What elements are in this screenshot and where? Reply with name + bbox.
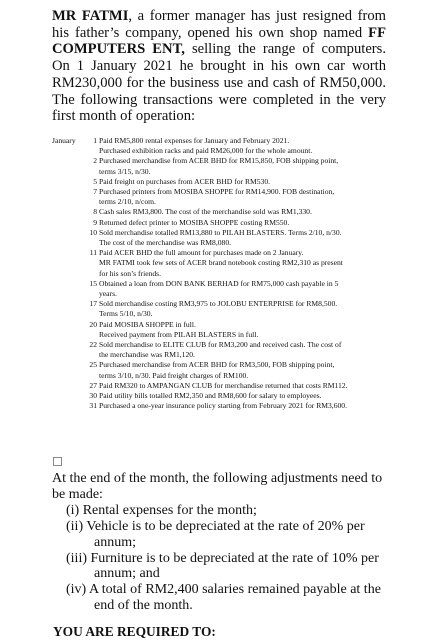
- intro-text-2: selling the range of computers. On 1 January 2021 he brought in his own car worth RM230,000 for the business use and cash of RM50,000. The following transactions were completed in the very first month of operation:: [52, 41, 386, 125]
- transaction-day: 17: [89, 299, 97, 309]
- transaction-day: [88, 371, 99, 381]
- transaction-day: 31: [89, 401, 97, 411]
- transaction-month: [52, 248, 88, 258]
- transaction-line: [52, 258, 392, 268]
- transaction-day: [88, 289, 99, 299]
- transaction-text: Paid ACER BHD the full amount for purchases made on 2 January.: [99, 248, 304, 258]
- transaction-month: [52, 156, 88, 166]
- required-heading: YOU ARE REQUIRED TO:: [53, 624, 216, 639]
- adjustments-section: [52, 471, 392, 614]
- transaction-month: [52, 228, 88, 238]
- transaction-month: [52, 330, 88, 340]
- transaction-month: [52, 197, 88, 207]
- transaction-month: January: [52, 136, 76, 145]
- transaction-text: Paid freight on purchases from ACER BHD for RM530.: [99, 176, 271, 186]
- transaction-day: [88, 350, 99, 360]
- transaction-line: [52, 401, 392, 411]
- transaction-month: [52, 269, 88, 279]
- adjustment-line: annum;: [94, 534, 136, 550]
- transaction-day: 7: [93, 187, 97, 197]
- transaction-line: [52, 218, 392, 228]
- shop-name: FF COMPUTERS ENT,: [52, 24, 386, 58]
- adjustment-line: (ii) Vehicle is to be depreciated at the rate of 20% per: [66, 518, 365, 534]
- intro-paragraph: [52, 8, 386, 125]
- transaction-day: 2: [93, 156, 97, 166]
- transaction-month: [52, 187, 88, 197]
- transaction-month: [52, 320, 88, 330]
- transaction-day: 1: [93, 136, 97, 145]
- adjustments-heading: At the end of the month, the following adjustments need to be made:: [52, 471, 383, 502]
- transaction-month: [52, 167, 88, 177]
- transaction-line: [52, 340, 392, 350]
- transaction-month: [52, 207, 88, 217]
- transaction-line: [52, 197, 392, 207]
- transaction-day: [88, 167, 99, 177]
- transaction-line: [52, 269, 392, 279]
- transaction-text: The cost of the merchandise was RM8,080.: [99, 238, 232, 248]
- transaction-text: for his son’s friends.: [99, 268, 162, 278]
- transaction-line: [52, 207, 392, 217]
- transaction-line: [52, 360, 392, 370]
- transaction-month: [52, 309, 88, 319]
- transaction-text: Returned defect printer to MOSIBA SHOPPE costing RM550.: [99, 217, 290, 227]
- adjustment-line: end of the month.: [94, 598, 193, 614]
- transaction-line: [52, 156, 392, 166]
- transaction-month: [52, 289, 88, 299]
- adjustment-item: [52, 551, 392, 583]
- transaction-text: Purchased exhibition racks and paid RM26,000 for the whole amount.: [99, 146, 313, 156]
- transaction-month: [52, 218, 88, 228]
- transaction-day: 9: [93, 217, 97, 227]
- owner-name: MR FATMI: [52, 8, 129, 24]
- transaction-month: [52, 360, 88, 370]
- transaction-text: Paid RM320 to AMPANGAN CLUB for merchandise returned that costs RM112.: [99, 380, 348, 390]
- transaction-month: [52, 146, 88, 156]
- adjustment-line: annum; and: [94, 566, 160, 582]
- transaction-day: 5: [93, 176, 97, 186]
- intro-text-1: , a former manager has just resigned from his father’s company, opened his own shop named: [52, 8, 386, 41]
- transaction-text: MR FATMI took few sets of ACER brand notebook costing RM2,310 as present: [99, 258, 343, 268]
- transaction-line: [52, 167, 392, 177]
- adjustments-list: [52, 503, 392, 614]
- transaction-line: [52, 350, 392, 360]
- transaction-line: [52, 136, 392, 146]
- transaction-text: Purchased a one-year insurance policy starting from February 2021 for RM3,600.: [99, 401, 347, 411]
- adjustment-item: [52, 503, 392, 519]
- transaction-line: [52, 289, 392, 299]
- transaction-text: years.: [99, 289, 117, 299]
- transaction-day: 20: [89, 319, 97, 329]
- transaction-text: Purchased printers from MOSIBA SHOPPE for RM14,900. FOB destination,: [99, 187, 335, 197]
- transaction-text: terms 2/10, n/com.: [99, 197, 156, 207]
- transaction-day: 22: [89, 340, 97, 350]
- transaction-text: Cash sales RM3,800. The cost of the merchandise sold was RM1,330.: [99, 207, 312, 217]
- transaction-text: Sold merchandise to ELITE CLUB for RM3,200 and received cash. The cost of: [99, 340, 342, 350]
- transaction-day: 15: [89, 278, 97, 288]
- transaction-text: the merchandise was RM1,120.: [99, 350, 195, 360]
- transaction-text: Paid MOSIBA SHOPPE in full.: [99, 319, 196, 329]
- transaction-text: Sold merchandise totalled RM13,880 to PILAH BLASTERS. Terms 2/10, n/30.: [99, 227, 342, 237]
- transaction-text: Obtained a loan from DON BANK BERHAD for RM75,000 cash payable in 5: [99, 278, 339, 288]
- adjustment-item: [52, 582, 392, 614]
- transaction-text: Purchased merchandise from ACER BHD for RM3,500, FOB shipping point,: [99, 360, 335, 370]
- transaction-text: Received payment from PILAH BLASTERS in full.: [99, 329, 259, 339]
- transaction-month: [52, 371, 88, 381]
- transaction-line: [52, 146, 392, 156]
- transaction-line: [52, 279, 392, 289]
- transaction-month: [52, 340, 88, 350]
- transaction-line: [52, 371, 392, 381]
- transaction-day: 10: [89, 227, 97, 237]
- transaction-month: [52, 299, 88, 309]
- transaction-text: terms 3/15, n/30.: [99, 166, 151, 176]
- transaction-month: [52, 381, 88, 391]
- transaction-month: [52, 177, 88, 187]
- transaction-day: [88, 238, 99, 248]
- transactions-list: [52, 136, 392, 411]
- transaction-line: [52, 309, 392, 319]
- checkbox-icon[interactable]: [53, 457, 62, 466]
- transaction-month: [52, 238, 88, 248]
- transaction-text: Paid RM5,800 rental expenses for January and February 2021.: [99, 136, 290, 145]
- transaction-day: [88, 330, 99, 340]
- transaction-text: Purchased merchandise from ACER BHD for RM15,850, FOB shipping point,: [99, 156, 339, 166]
- adjustment-line: (iii) Furniture is to be depreciated at the rate of 10% per: [66, 550, 379, 566]
- transaction-day: 8: [93, 207, 97, 217]
- transaction-text: terms 3/10, n/30. Paid freight charges of RM100.: [99, 370, 249, 380]
- transaction-line: [52, 177, 392, 187]
- transaction-day: [88, 146, 99, 156]
- transaction-day: [88, 269, 99, 279]
- adjustment-item: [52, 519, 392, 551]
- adjustment-line: (i) Rental expenses for the month;: [66, 502, 257, 518]
- transaction-text: Sold merchandise costing RM3,975 to JOLOBU ENTERPRISE for RM8,500.: [99, 299, 338, 309]
- transaction-day: [88, 197, 99, 207]
- adjustment-line: (iv) A total of RM2,400 salaries remained payable at the: [66, 582, 381, 598]
- transaction-day: [88, 258, 99, 268]
- transaction-text: Paid utility bills totalled RM2,350 and RM8,600 for salary to employees.: [99, 391, 322, 401]
- transaction-day: [88, 309, 99, 319]
- transaction-line: [52, 187, 392, 197]
- transaction-month: [52, 350, 88, 360]
- transaction-month: [52, 279, 88, 289]
- transaction-day: 27: [89, 380, 97, 390]
- transaction-line: [52, 381, 392, 391]
- transaction-line: [52, 391, 392, 401]
- transaction-line: [52, 299, 392, 309]
- transaction-month: [52, 391, 88, 401]
- transaction-line: [52, 238, 392, 248]
- transaction-line: [52, 248, 392, 258]
- transaction-month: [52, 401, 88, 411]
- transaction-line: [52, 320, 392, 330]
- transaction-day: 30: [89, 391, 97, 401]
- transaction-line: [52, 228, 392, 238]
- transaction-day: 25: [89, 360, 97, 370]
- transaction-text: Terms 5/10, n/30.: [99, 309, 153, 319]
- transaction-line: [52, 330, 392, 340]
- transaction-month: [52, 258, 88, 268]
- transaction-day: 11: [89, 248, 97, 258]
